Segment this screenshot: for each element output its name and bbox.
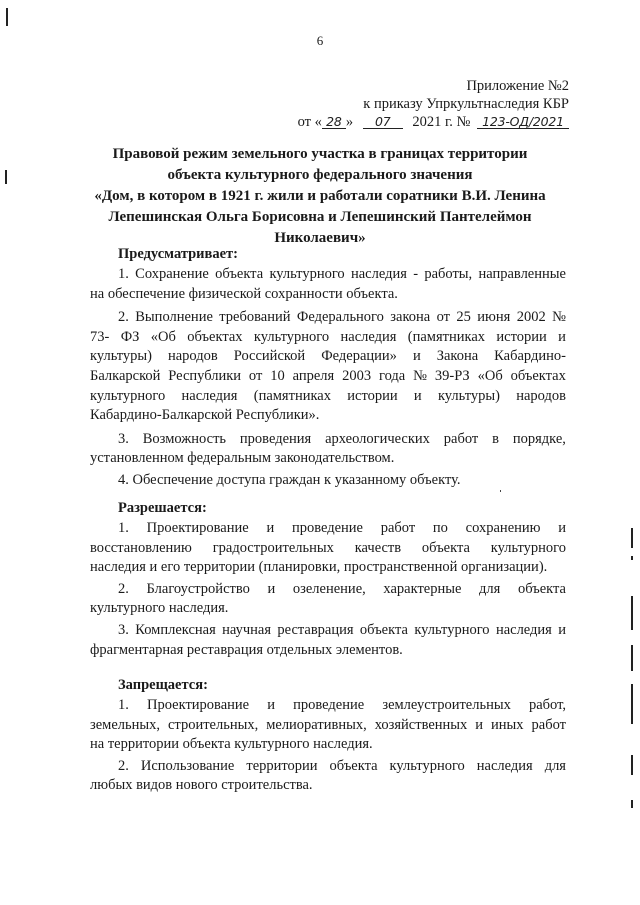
text-line: 2. Благоустройство и озеленение, характерные для объекта (118, 580, 566, 597)
text-line: 1. Проектирование и проведение землеустроительных работ, (118, 697, 566, 713)
appendix-order-ref: к приказу Упркультнаследия КБР (363, 96, 569, 112)
text-line: наследия и его территории (планировки, пространственной организации). (90, 559, 548, 576)
scan-edge-mark (631, 596, 633, 630)
text-line: 1. Сохранение объекта культурного наследия - работы, направленные (118, 266, 566, 282)
scan-edge-mark (631, 645, 633, 671)
section-allowed-body (90, 519, 566, 660)
text-line: Кабардино-Балкарской Республики». (90, 407, 320, 424)
text-line: 2. Выполнение требований Федерального закона от 25 июня 2002 № (118, 309, 566, 326)
text-line: 3. Комплексная научная реставрация объекта культурного наследия и (118, 621, 566, 638)
scan-edge-mark (631, 684, 633, 724)
year-and-number-label: 2021 г. № (412, 114, 471, 130)
title-line: Николаевич» (274, 230, 366, 246)
section-provides-body (90, 265, 566, 491)
handwritten-day: 28 (322, 116, 346, 129)
appendix-date-line (298, 114, 569, 131)
date-prefix: от « (297, 114, 322, 130)
date-quote-close: » (345, 114, 354, 130)
scan-edge-mark (631, 755, 633, 775)
text-line: 2. Использование территории объекта культурного наследия для (118, 757, 566, 774)
title-line: Лепешинская Ольга Борисовна и Лепешинский Пантелеймон (108, 209, 532, 225)
scan-edge-mark (5, 170, 7, 184)
text-line: восстановлению градостроительных качеств объекта культурного (90, 539, 566, 556)
text-line: 4. Обеспечение доступа граждан к указанному объекту. (118, 471, 461, 488)
text-line: земельных, строительных, мелиоративных, хозяйственных и иных работ (90, 716, 566, 733)
scan-edge-mark (631, 800, 633, 808)
text-line: на обеспечение физической сохранности объекта. (90, 285, 398, 302)
scan-edge-mark (631, 528, 633, 548)
section-heading-provides: Предусматривает: (118, 246, 239, 262)
appendix-title: Приложение №2 (466, 78, 569, 94)
text-line: Балкарской Республики от 10 апреля 2003 года № 39-РЗ «Об объектах (90, 367, 566, 384)
scan-edge-mark (6, 8, 8, 26)
section-forbidden-body (90, 696, 566, 796)
text-line: установленном федеральным законодательством. (90, 450, 395, 467)
title-line: «Дом, в котором в 1921 г. жили и работали соратники В.И. Ленина (94, 188, 546, 204)
title-line: объекта культурного федерального значения (167, 167, 473, 183)
handwritten-order-number: 123-ОД/2021 (477, 116, 569, 129)
scan-edge-mark (631, 556, 633, 560)
text-line: 3. Возможность проведения археологических работ в порядке, (118, 430, 566, 447)
scan-speck (500, 490, 501, 492)
text-line: 1. Проектирование и проведение работ по сохранению и (118, 520, 566, 536)
section-heading-forbidden: Запрещается: (118, 677, 208, 693)
text-line: культурного наследия (памятниках истории и культуры) народов (90, 387, 566, 404)
text-line: культурного наследия. (90, 600, 229, 617)
handwritten-month: 07 (363, 116, 403, 129)
page-number: 6 (316, 33, 324, 48)
text-line: фрагментарная реставрация отдельных элементов. (90, 641, 403, 658)
text-line: любых видов нового строительства. (90, 777, 313, 794)
document-title (60, 144, 580, 249)
section-heading-allowed: Разрешается: (118, 500, 207, 516)
text-line: на территории объекта культурного наследия. (90, 736, 373, 753)
title-line: Правовой режим земельного участка в границах территории (112, 146, 528, 162)
text-line: 73- ФЗ «Об объектах культурного наследия (памятниках истории и (90, 328, 566, 345)
text-line: культуры) народов Российской Федерации» и Закона Кабардино- (90, 348, 566, 365)
